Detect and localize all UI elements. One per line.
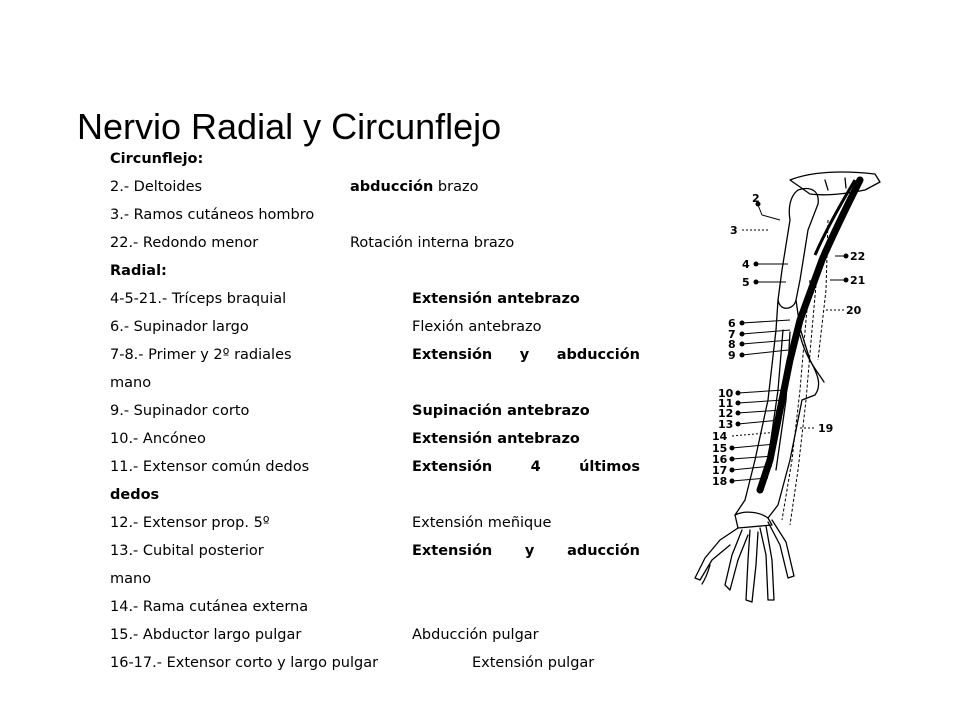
table-row <box>110 453 650 481</box>
muscle-label: 22.- Redondo menor <box>110 235 259 251</box>
figure-label: 18 <box>712 475 728 488</box>
table-row <box>110 425 650 453</box>
muscle-label: 12.- Extensor prop. 5º <box>110 515 270 531</box>
muscle-label: 3.- Ramos cutáneos hombro <box>110 207 315 223</box>
action-label <box>350 173 478 201</box>
figure-label: 5 <box>742 276 750 289</box>
action-word: aducción <box>567 543 640 559</box>
table-row <box>110 285 650 313</box>
figure-label: 12 <box>718 407 734 420</box>
muscle-label: 7-8.- Primer y 2º radiales <box>110 347 292 363</box>
table-row <box>110 313 650 341</box>
action-label: Extensión antebrazo <box>412 291 580 307</box>
action-label: Extensión antebrazo <box>412 431 580 447</box>
figure-label: 4 <box>742 258 750 271</box>
figure-label: 8 <box>728 338 736 351</box>
table-row <box>110 369 650 397</box>
figure-label: 20 <box>846 304 862 317</box>
action-word: 4 <box>530 459 541 475</box>
muscle-label-continuation: dedos <box>110 487 160 503</box>
action-label: Supinación antebrazo <box>412 403 590 419</box>
action-label: Extensión pulgar <box>472 655 595 671</box>
muscle-label-continuation: mano <box>110 375 152 391</box>
figure-label: 13 <box>718 418 734 431</box>
action-label <box>412 453 640 481</box>
figure-label: 15 <box>712 442 728 455</box>
action-word: Extensión <box>412 459 493 475</box>
action-bold-text: abducción <box>350 179 434 195</box>
action-label: Abducción pulgar <box>412 627 539 643</box>
hand-outline <box>695 528 738 580</box>
figure-label: 17 <box>712 464 728 477</box>
action-word: Extensión <box>412 543 493 559</box>
action-word: y <box>519 347 530 363</box>
table-row <box>110 649 650 677</box>
figure-label: 3 <box>730 224 738 237</box>
figure-label: 7 <box>728 328 736 341</box>
table-row <box>110 397 650 425</box>
action-label: Flexión antebrazo <box>412 319 542 335</box>
table-row <box>110 201 650 229</box>
muscle-label-continuation: mano <box>110 571 152 587</box>
shoulder-outline <box>790 172 880 195</box>
figure-label: 19 <box>818 422 834 435</box>
muscle-label: 4-5-21.- Tríceps braquial <box>110 291 287 307</box>
action-label <box>412 341 640 369</box>
muscle-label: 14.- Rama cutánea externa <box>110 599 309 615</box>
figure-label: 11 <box>718 397 734 410</box>
figure-label: 6 <box>728 317 736 330</box>
table-row <box>110 341 650 369</box>
slide-title: Nervio Radial y Circunflejo <box>77 106 502 148</box>
nerve-muscle-table <box>110 145 650 677</box>
table-row <box>110 481 650 509</box>
figure-label: 9 <box>728 349 736 362</box>
muscle-label: 2.- Deltoides <box>110 179 203 195</box>
table-row <box>110 565 650 593</box>
circunflejo-heading: Circunflejo: <box>110 151 204 167</box>
figure-label: 21 <box>850 274 866 287</box>
action-rest-text: brazo <box>433 179 479 195</box>
muscle-label: 13.- Cubital posterior <box>110 543 264 559</box>
table-row <box>110 173 650 201</box>
table-row <box>110 229 650 257</box>
figure-label: 2 <box>752 192 760 205</box>
radial-heading: Radial: <box>110 263 167 279</box>
figure-label: 22 <box>850 250 866 263</box>
muscle-label: 11.- Extensor común dedos <box>110 459 310 475</box>
muscle-label: 6.- Supinador largo <box>110 319 249 335</box>
table-row <box>110 537 650 565</box>
action-word: abducción <box>556 347 640 363</box>
action-label <box>412 537 640 565</box>
circunflejo-heading-row <box>110 145 650 173</box>
muscle-label: 9.- Supinador corto <box>110 403 250 419</box>
radial-heading-row <box>110 257 650 285</box>
action-label: Extensión meñique <box>412 515 552 531</box>
table-row <box>110 621 650 649</box>
figure-label: 14 <box>712 430 728 443</box>
table-row <box>110 509 650 537</box>
table-row <box>110 593 650 621</box>
action-label: Rotación interna brazo <box>350 235 515 251</box>
action-word: últimos <box>579 459 640 475</box>
muscle-label: 15.- Abductor largo pulgar <box>110 627 302 643</box>
action-word: Extensión <box>412 347 493 363</box>
arm-nerve-figure <box>650 160 885 615</box>
muscle-label: 16-17.- Extensor corto y largo pulgar <box>110 655 379 671</box>
figure-label: 16 <box>712 453 728 466</box>
action-word: y <box>524 543 535 559</box>
figure-label: 10 <box>718 387 734 400</box>
muscle-label: 10.- Ancóneo <box>110 431 206 447</box>
